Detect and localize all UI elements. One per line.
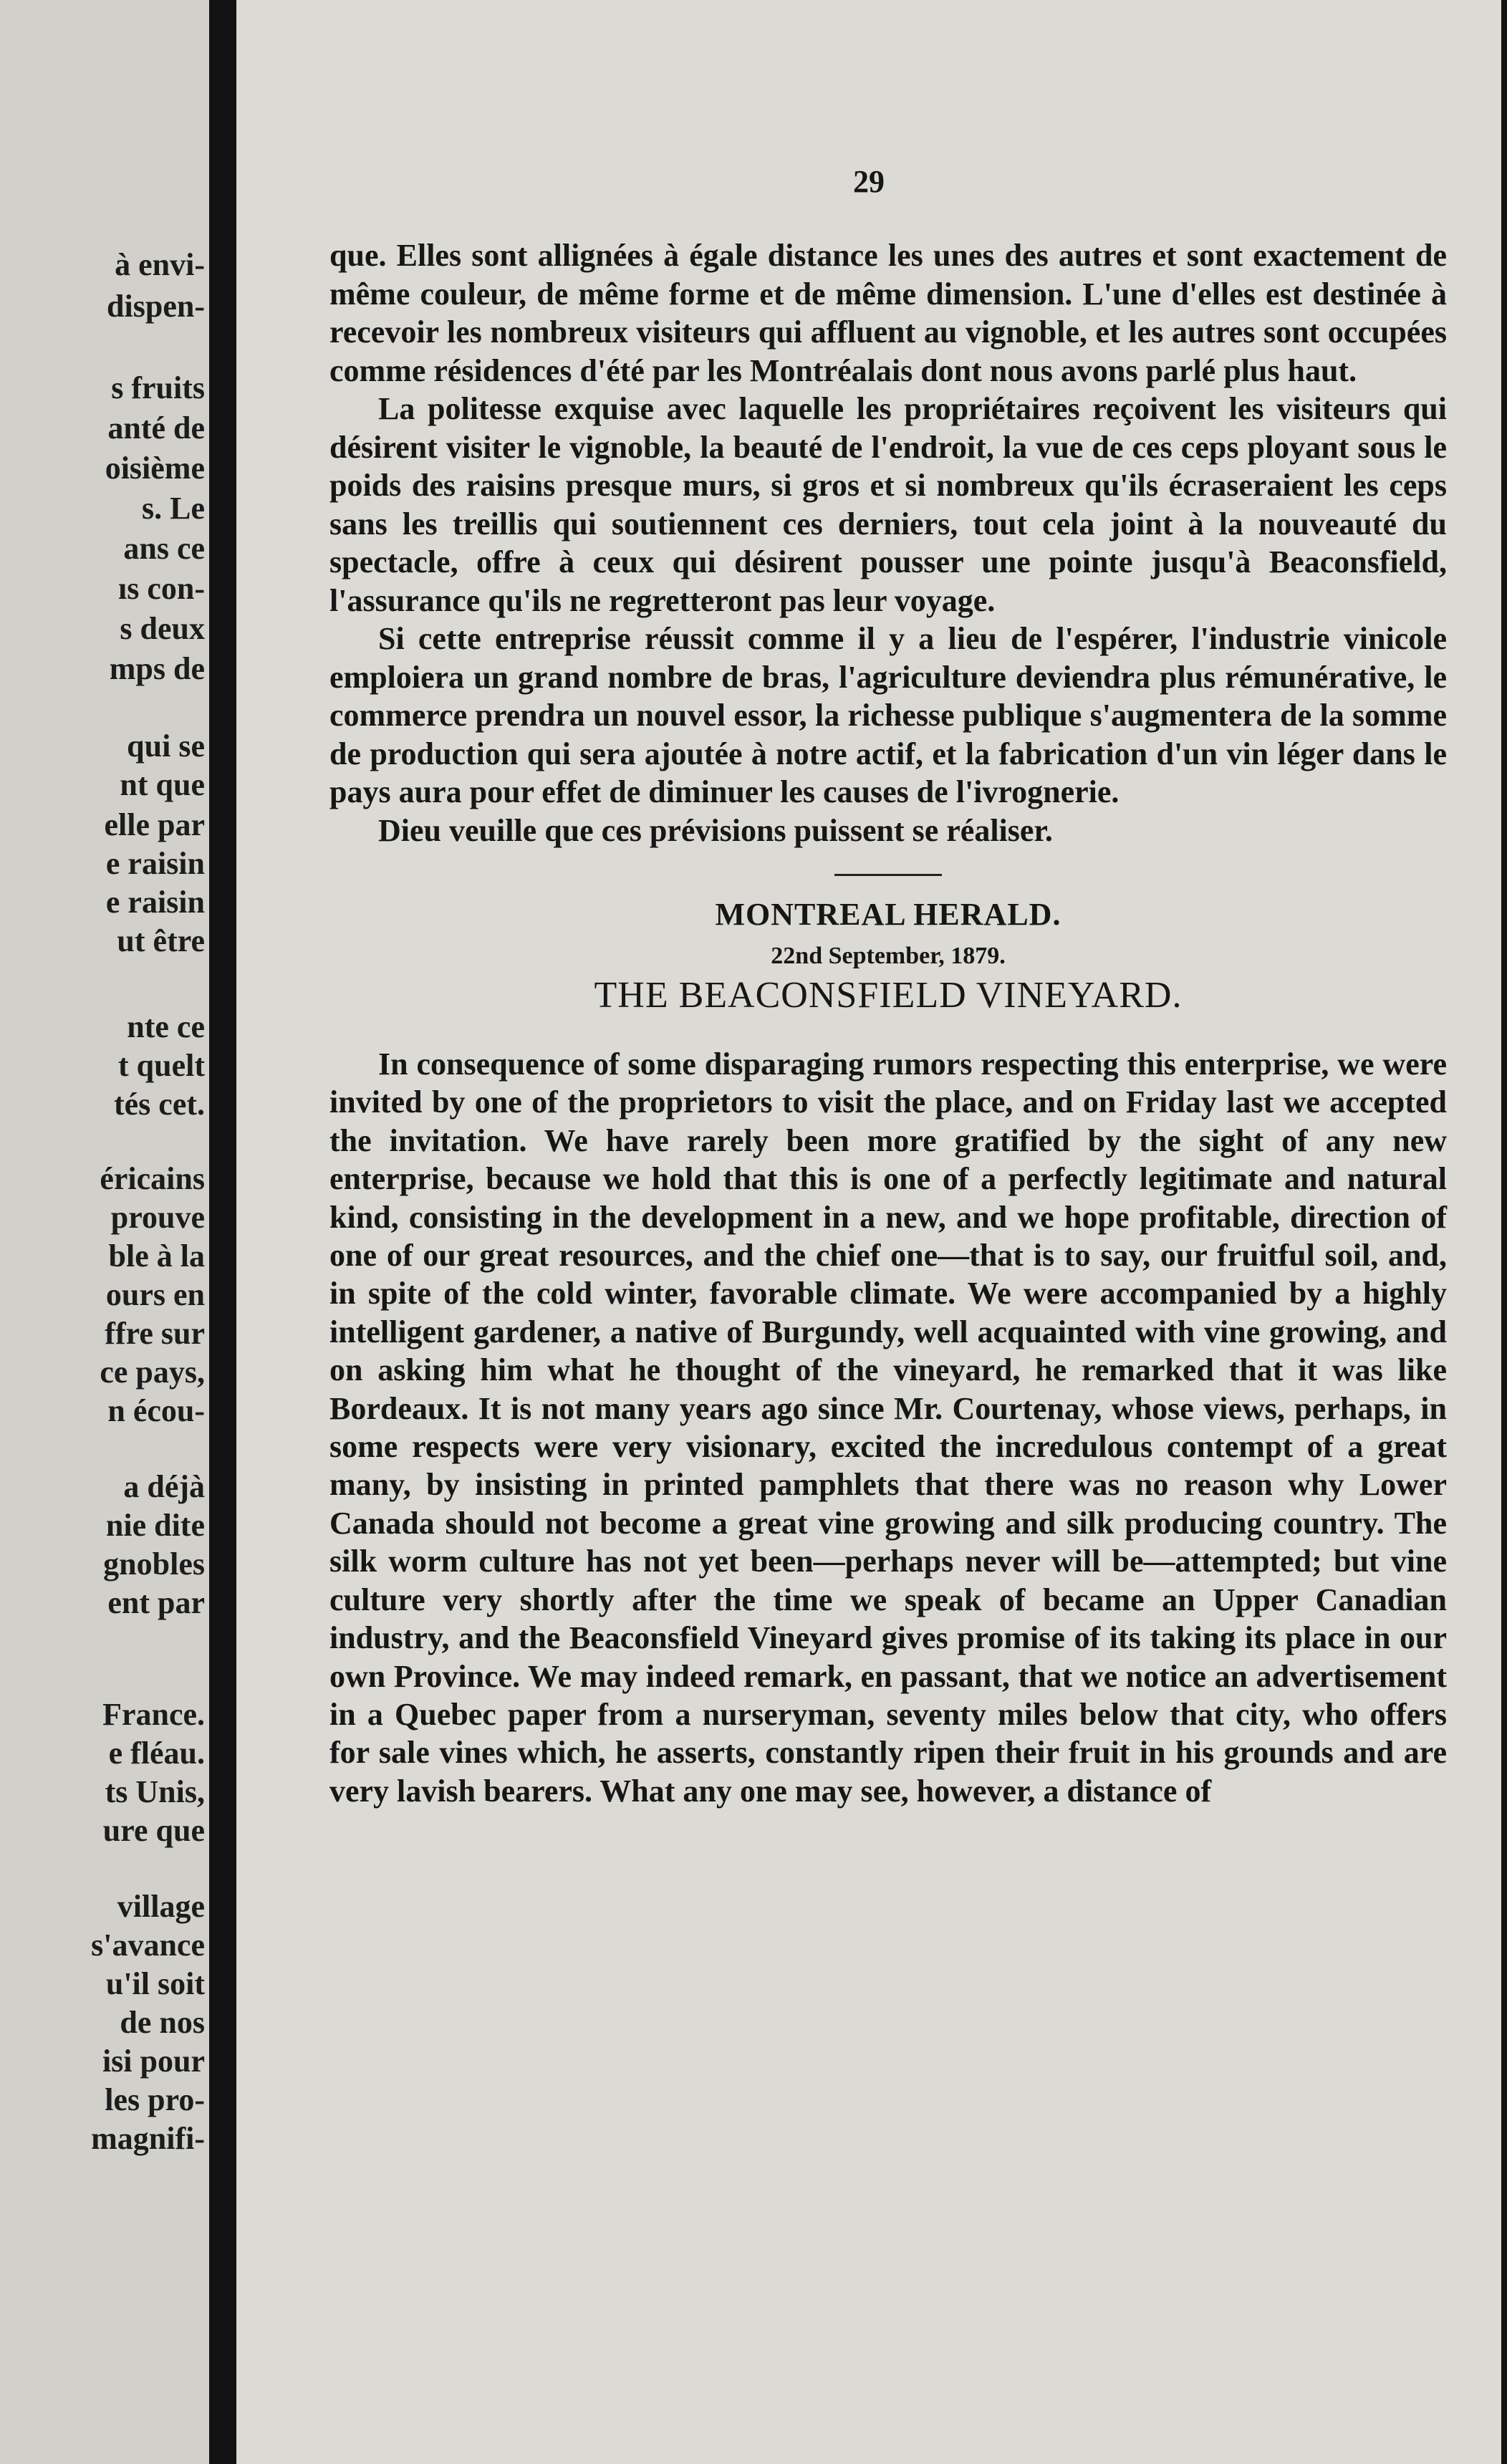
- left-page-fragment: isi pour: [102, 2044, 205, 2079]
- left-page-fragment: ent par: [107, 1585, 205, 1620]
- left-page-fragment: ts Unis,: [105, 1774, 205, 1809]
- left-page-fragment: a déjà: [123, 1469, 205, 1504]
- left-page-fragment: nt que: [120, 767, 205, 802]
- english-paragraph: In consequence of some disparaging rumors respecting this enterprise, we were invited by one of the proprietors to visit the place, and on Friday last we accepted the invitation. We have rarely been more gratified by the sight of any new enterprise, because we hold that this is one of a perfectly legitimate and natural kind, consisting in the development in a new, and we hope profitable, direction of one of our great resources, and the chief one—that is to say, our fruitful soil, and, in spite of the cold winter, favorable climate. We were accompanied by a highly intelligent gardener, a native of Burgundy, well acquainted with vine growing, and on asking him what he thought of the vineyard, he remarked that it was like Bordeaux. It is not many years ago since Mr. Courtenay, whose views, perhaps, in some respects were very visionary, excited the incredulous contempt of a great many, by insisting in printed pamphlets that there was no reason why Lower Canada should not become a great vine growing and silk producing country. The silk worm culture has not yet been—perhaps never will be—attempted; but vine culture very shortly after the time we speak of became an Upper Canadian industry, and the Beaconsfield Vineyard gives promise of its taking its place in our own Province. We may indeed remark, en passant, that we notice an advertisement in a Quebec paper from a nurseryman, seventy miles below that city, who offers for sale vines which, he asserts, constantly ripen their fruit in his grounds and are very lavish bearers. What any one may see, however, a distance of: [329, 1046, 1447, 1809]
- left-page-fragment: ours en: [105, 1277, 205, 1312]
- newspaper-heading: MONTREAL HERALD.: [715, 897, 1061, 932]
- left-facing-page: [0, 0, 209, 2464]
- left-page-fragment: ble à la: [108, 1238, 205, 1274]
- left-page-fragment: e raisin: [105, 846, 205, 881]
- right-page: [236, 0, 1501, 2464]
- left-page-fragment: s. Le: [142, 491, 205, 526]
- left-page-fragment: les pro-: [105, 2082, 205, 2117]
- left-page-fragment: magnifi-: [91, 2121, 205, 2156]
- left-page-fragment: dispen-: [107, 289, 205, 324]
- left-page-fragment: mps de: [109, 651, 205, 686]
- left-page-fragment: ffre sur: [105, 1316, 205, 1351]
- left-page-fragment: ans ce: [123, 531, 205, 566]
- left-page-fragment: oisième: [105, 451, 205, 486]
- left-page-fragment: ce pays,: [100, 1354, 205, 1390]
- left-page-fragment: s deux: [120, 611, 205, 646]
- french-paragraph-4: Dieu veuille que ces prévisions puissent se réaliser.: [378, 812, 1053, 848]
- article-title: THE BEACONSFIELD VINEYARD.: [594, 975, 1183, 1016]
- left-page-fragment: de nos: [120, 2005, 205, 2040]
- french-paragraph-3: Si cette entreprise réussit comme il y a lieu de l'espérer, l'industrie vinicole emploiera un grand nombre de bras, l'agriculture deviendra plus rémunérative, le commerce prendra un nouvel essor, la richesse publique s'augmentera de la somme de production qui sera ajoutée à notre actif, et la fabrication d'un vin léger dans le pays aura pour effet de diminuer les causes de l'ivrognerie.: [329, 621, 1447, 809]
- left-page-fragment: e raisin: [105, 885, 205, 920]
- left-page-fragment: s fruits: [111, 370, 205, 405]
- left-page-fragment: u'il soit: [105, 1966, 205, 2001]
- french-paragraph-2: La politesse exquise avec laquelle les propriétaires reçoivent les visiteurs qui désirent visiter le vignoble, la beauté de l'endroit, la vue de ces ceps ployant sous le poids des raisins presque murs, si gros et si nombreux qu'ils écraseraient les ceps sans les treillis qui soutiennent ces derniers, tout cela joint à la nouveauté du spectacle, offre à ceux qui désirent pousser une pointe jusqu'à Beaconsfield, l'assurance qu'ils ne regretteront pas leur voyage.: [329, 391, 1447, 618]
- left-page-fragment: France.: [102, 1697, 205, 1732]
- left-page-fragment: n écou-: [107, 1393, 205, 1428]
- left-page-fragment: nie dite: [105, 1508, 205, 1543]
- left-page-fragment: ure que: [102, 1813, 205, 1848]
- book-gutter: [209, 0, 236, 2464]
- section-divider: [834, 874, 942, 876]
- left-page-fragment: qui se: [127, 728, 205, 764]
- french-paragraph-1: que. Elles sont allignées à égale distance les unes des autres et sont exactement de même couleur, de même forme et de même dimension. L'une d'elles est destinée à recevoir les nombreux visiteurs qui affluent au vignoble, et les autres sont occupées comme résidences d'été par les Montréalais dont nous avons parlé plus haut.: [329, 238, 1447, 388]
- left-page-fragment: tés cet.: [113, 1087, 205, 1122]
- left-page-fragment: e fléau.: [108, 1736, 205, 1771]
- article-date: 22nd September, 1879.: [771, 943, 1006, 969]
- left-page-fragment: t quelt: [118, 1048, 205, 1083]
- left-page-fragment: prouve: [110, 1200, 205, 1235]
- left-page-fragment: nte ce: [127, 1009, 205, 1044]
- left-page-fragment: éricains: [100, 1161, 205, 1196]
- left-page-fragment: ıs con-: [118, 571, 205, 606]
- left-page-fragment: s'avance: [91, 1928, 205, 1963]
- left-page-fragment: ut être: [117, 923, 205, 958]
- left-page-fragment: à envi-: [115, 247, 205, 282]
- left-page-fragment: anté de: [107, 410, 205, 446]
- left-page-fragment: elle par: [104, 807, 205, 842]
- left-page-fragment: village: [117, 1889, 205, 1924]
- left-page-fragment: gnobles: [103, 1546, 205, 1582]
- text-column: [329, 236, 1447, 1810]
- page-number: 29: [853, 164, 885, 199]
